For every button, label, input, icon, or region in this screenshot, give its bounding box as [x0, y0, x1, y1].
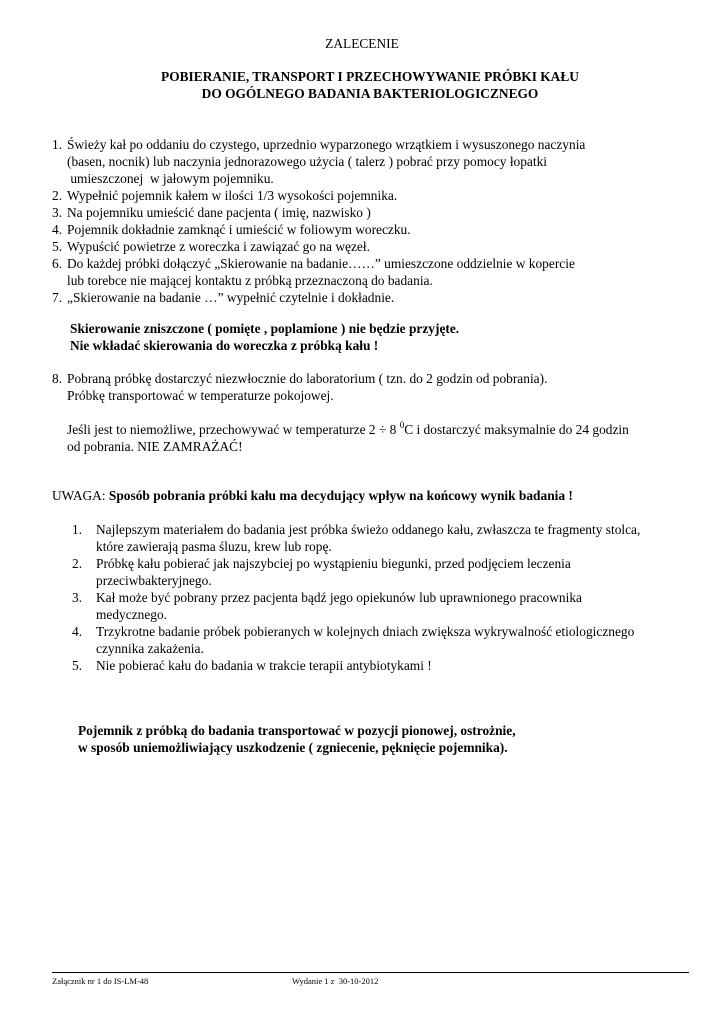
note-line: Kał może być pobrany przez pacjenta bądź jego opiekunów lub uprawnionego pracownika — [96, 590, 582, 605]
list-item — [52, 136, 712, 187]
document-subtitle — [0, 68, 724, 102]
degree-superscript: 0 — [399, 419, 405, 430]
note-line: medycznego. — [96, 607, 168, 622]
footer-attachment-label: Załącznik nr 1 do IS-LM-48 — [52, 976, 149, 986]
note-text — [96, 589, 712, 623]
step-text — [67, 370, 702, 404]
note-text — [96, 521, 712, 555]
step-line: Pojemnik dokładnie zamknąć i umieścić w foliowym woreczku. — [67, 222, 411, 237]
step-text — [67, 238, 712, 255]
note-number: 1. — [72, 522, 83, 537]
delivery-step — [52, 370, 702, 455]
step-text — [67, 136, 712, 187]
subtitle-line-2: DO OGÓLNEGO BADANIA BAKTERIOLOGICZNEGO — [201, 86, 539, 101]
warning-line-2: Nie wkładać skierowania do woreczka z próbką kału ! — [70, 338, 379, 353]
storage-line-1 — [67, 421, 702, 438]
step-text — [67, 187, 712, 204]
list-item — [72, 657, 712, 674]
step-line: lub torebce nie mającej kontaktu z próbką przeznaczoną do badania. — [67, 273, 433, 288]
list-item — [52, 255, 712, 289]
step-line: (basen, nocnik) lub naczynia jednorazowego użycia ( talerz ) pobrać przy pomocy łopatki — [67, 154, 548, 169]
step-number: 4. — [52, 222, 63, 237]
storage-text: C i dostarczyć maksymalnie do 24 godzin — [404, 422, 629, 437]
procedure-steps-list — [52, 136, 712, 306]
note-line: Najlepszym materiałem do badania jest próbka świeżo oddanego kału, zwłaszcza te fragmenty stolca, — [96, 522, 641, 537]
list-item — [72, 589, 712, 623]
step-line: Do każdej próbki dołączyć „Skierowanie na badanie……” umieszczone oddzielnie w kopercie — [67, 256, 575, 271]
attention-text: Sposób pobrania próbki kału ma decydujący wpływ na końcowy wynik badania ! — [108, 488, 573, 503]
notes-list — [72, 521, 712, 674]
note-line: Trzykrotne badanie próbek pobieranych w kolejnych dniach zwiększa wykrywalność etiologicznego — [96, 624, 635, 639]
step-number: 1. — [52, 137, 63, 152]
step-number: 8. — [52, 371, 63, 386]
note-line: przeciwbakteryjnego. — [96, 573, 212, 588]
note-text — [96, 623, 712, 657]
subtitle-line-1: POBIERANIE, TRANSPORT I PRZECHOWYWANIE PRÓBKI KAŁU — [161, 69, 579, 84]
list-item — [52, 370, 702, 404]
note-line: Nie pobierać kału do badania w trakcie terapii antybiotykami ! — [96, 658, 432, 673]
list-item — [52, 238, 712, 255]
list-item — [52, 221, 712, 238]
list-item — [52, 289, 712, 306]
step-text — [67, 289, 712, 306]
list-item — [72, 555, 712, 589]
step-text — [67, 204, 712, 221]
note-text — [96, 555, 712, 589]
note-line: czynnika zakażenia. — [96, 641, 204, 656]
list-item — [72, 521, 712, 555]
step-line: Próbkę transportować w temperaturze pokojowej. — [67, 388, 334, 403]
list-item — [52, 187, 712, 204]
transport-instruction — [78, 722, 698, 756]
step-text — [67, 221, 712, 238]
step-line: Świeży kał po oddaniu do czystego, uprzednio wyparzonego wrzątkiem i wysuszonego naczynia — [67, 137, 586, 152]
note-number: 5. — [72, 658, 83, 673]
note-line: które zawierają pasma śluzu, krew lub ropę. — [96, 539, 332, 554]
step-number: 3. — [52, 205, 63, 220]
list-item — [52, 204, 712, 221]
note-text — [96, 657, 712, 674]
note-line: Próbkę kału pobierać jak najszybciej po wystąpieniu biegunki, przed podjęciem leczenia — [96, 556, 571, 571]
list-item — [72, 623, 712, 657]
document-title: ZALECENIE — [325, 36, 399, 51]
step-number: 7. — [52, 290, 63, 305]
step-number: 2. — [52, 188, 63, 203]
transport-line-2: w sposób uniemożliwiający uszkodzenie ( zgniecenie, pęknięcie pojemnika). — [78, 740, 508, 755]
step-line: „Skierowanie na badanie …” wypełnić czytelnie i dokładnie. — [67, 290, 395, 305]
step-line: Wypuścić powietrze z woreczka i zawiązać go na węzeł. — [67, 239, 370, 254]
storage-text: Jeśli jest to niemożliwe, przechowywać w temperaturze 2 ÷ 8 — [67, 422, 400, 437]
step-number: 5. — [52, 239, 63, 254]
step-number: 6. — [52, 256, 63, 271]
footer-divider — [52, 972, 689, 973]
transport-line-1: Pojemnik z próbką do badania transportować w pozycji pionowej, ostrożnie, — [78, 723, 516, 738]
note-number: 3. — [72, 590, 83, 605]
warning-line-1: Skierowanie zniszczone ( pomięte , poplamione ) nie będzie przyjęte. — [70, 321, 460, 336]
attention-note — [52, 487, 712, 504]
storage-line-2: od pobrania. NIE ZAMRAŻAĆ! — [67, 439, 243, 454]
storage-note — [67, 421, 702, 455]
step-line: Na pojemniku umieścić dane pacjenta ( imię, nazwisko ) — [67, 205, 371, 220]
note-number: 4. — [72, 624, 83, 639]
step-line: umieszczonej w jałowym pojemniku. — [67, 171, 274, 186]
step-line: Wypełnić pojemnik kałem w ilości 1/3 wysokości pojemnika. — [67, 188, 398, 203]
note-number: 2. — [72, 556, 83, 571]
step-line: Pobraną próbkę dostarczyć niezwłocznie do laboratorium ( tzn. do 2 godzin od pobrania). — [67, 371, 548, 386]
footer-edition: Wydanie 1 z 30-10-2012 — [292, 976, 379, 986]
referral-warning — [70, 320, 710, 354]
attention-label: UWAGA: — [52, 488, 109, 503]
step-text — [67, 255, 712, 289]
